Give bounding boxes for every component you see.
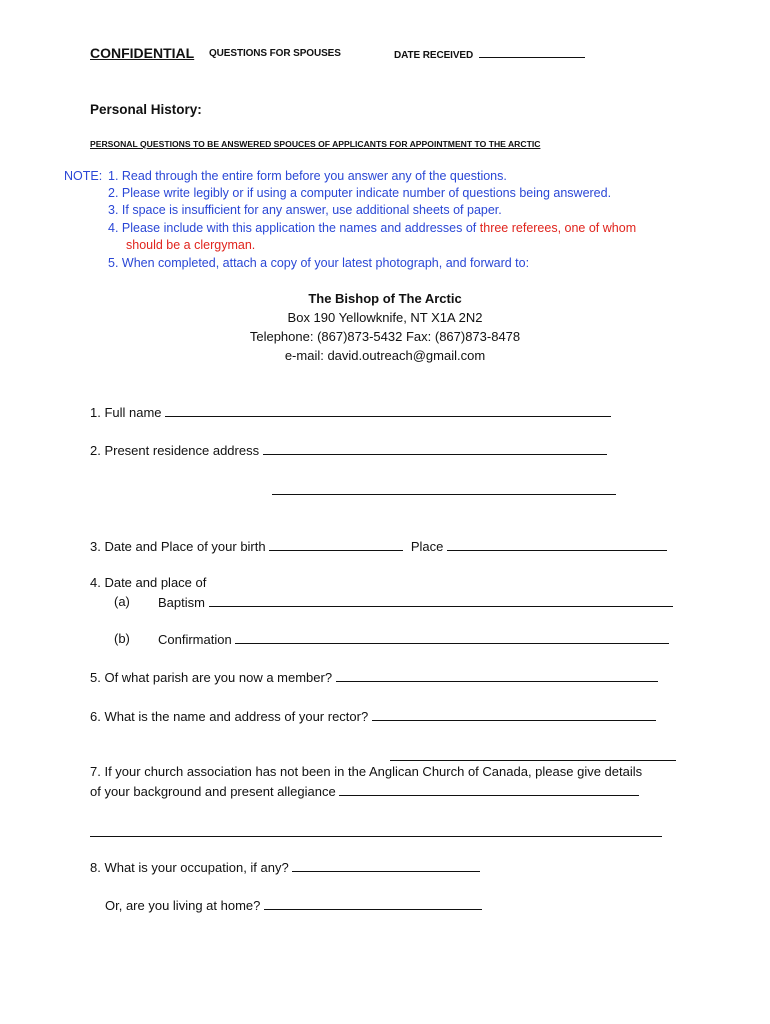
question-5 <box>90 669 658 685</box>
note-item-4-referees: three referees, one of whom <box>479 221 637 235</box>
question-4a-label: Baptism <box>158 595 205 610</box>
question-7-line-1: 7. If your church association has not been in the Anglican Church of Canada, please give details <box>90 764 643 779</box>
baptism-field[interactable] <box>209 594 673 607</box>
question-4b-index: (b) <box>114 631 130 646</box>
question-3-label: 3. Date and Place of your birth <box>90 539 266 554</box>
section-title: Personal History: <box>90 102 202 117</box>
question-4-label: 4. Date and place of <box>90 575 207 590</box>
question-8-or <box>105 897 482 913</box>
rector-field-1[interactable] <box>372 708 656 721</box>
date-received-text: DATE RECEIVED <box>394 50 474 61</box>
residence-address-field-1[interactable] <box>263 442 607 455</box>
address-box: Box 190 Yellowknife, NT X1A 2N2 <box>287 310 483 325</box>
note-label: NOTE: <box>64 169 103 183</box>
note-item-4-cont: should be a clergyman. <box>126 238 256 252</box>
residence-address-field-2[interactable] <box>272 482 616 495</box>
question-4a-index: (a) <box>114 594 130 609</box>
note-item-2: 2. Please write legibly or if using a computer indicate number of questions being answered. <box>108 186 612 200</box>
living-at-home-field[interactable] <box>264 897 482 910</box>
question-8-or-label: Or, are you living at home? <box>105 898 261 913</box>
question-4b <box>158 631 669 647</box>
note-item-3: 3. If space is insufficient for any answer, use additional sheets of paper. <box>108 203 502 217</box>
question-7-label: of your background and present allegiance <box>90 784 336 799</box>
note-item-4 <box>108 221 636 235</box>
question-4a <box>158 594 673 610</box>
question-6-label: 6. What is the name and address of your rector? <box>90 709 369 724</box>
form-subtitle: PERSONAL QUESTIONS TO BE ANSWERED SPOUCES OF APPLICANTS FOR APPOINTMENT TO THE ARCTIC <box>90 139 541 149</box>
address-email: e-mail: david.outreach@gmail.com <box>284 348 486 363</box>
question-6 <box>90 708 656 724</box>
question-3-place-label: Place <box>410 539 444 554</box>
parish-field[interactable] <box>336 669 658 682</box>
question-1 <box>90 404 611 420</box>
question-5-label: 5. Of what parish are you now a member? <box>90 670 333 685</box>
question-4b-label: Confirmation <box>158 632 232 647</box>
confidential-label: CONFIDENTIAL <box>90 45 195 61</box>
confirmation-field[interactable] <box>235 631 669 644</box>
address-phone: Telephone: (867)873-5432 Fax: (867)873-8478 <box>249 329 521 344</box>
question-2-label: 2. Present residence address <box>90 443 260 458</box>
rector-field-2[interactable] <box>390 748 676 761</box>
questions-for-label: QUESTIONS FOR SPOUSES <box>209 48 341 59</box>
background-field-2[interactable] <box>90 824 662 837</box>
question-3 <box>90 538 667 554</box>
birth-date-field[interactable] <box>269 538 403 551</box>
background-field-1[interactable] <box>339 783 639 796</box>
full-name-field[interactable] <box>165 404 611 417</box>
birth-place-field[interactable] <box>447 538 667 551</box>
occupation-field[interactable] <box>292 859 480 872</box>
date-received-field[interactable] <box>479 48 585 58</box>
note-item-5: 5. When completed, attach a copy of your latest photograph, and forward to: <box>108 256 530 270</box>
question-8-label: 8. What is your occupation, if any? <box>90 860 289 875</box>
date-received-label <box>394 48 585 61</box>
question-2 <box>90 442 607 458</box>
question-7-line-2 <box>90 783 639 799</box>
note-item-1: 1. Read through the entire form before you answer any of the questions. <box>108 169 507 183</box>
note-item-4-text: 4. Please include with this application the names and addresses of <box>108 221 477 235</box>
question-8 <box>90 859 480 875</box>
address-name: The Bishop of The Arctic <box>308 291 462 306</box>
question-1-label: 1. Full name <box>90 405 162 420</box>
